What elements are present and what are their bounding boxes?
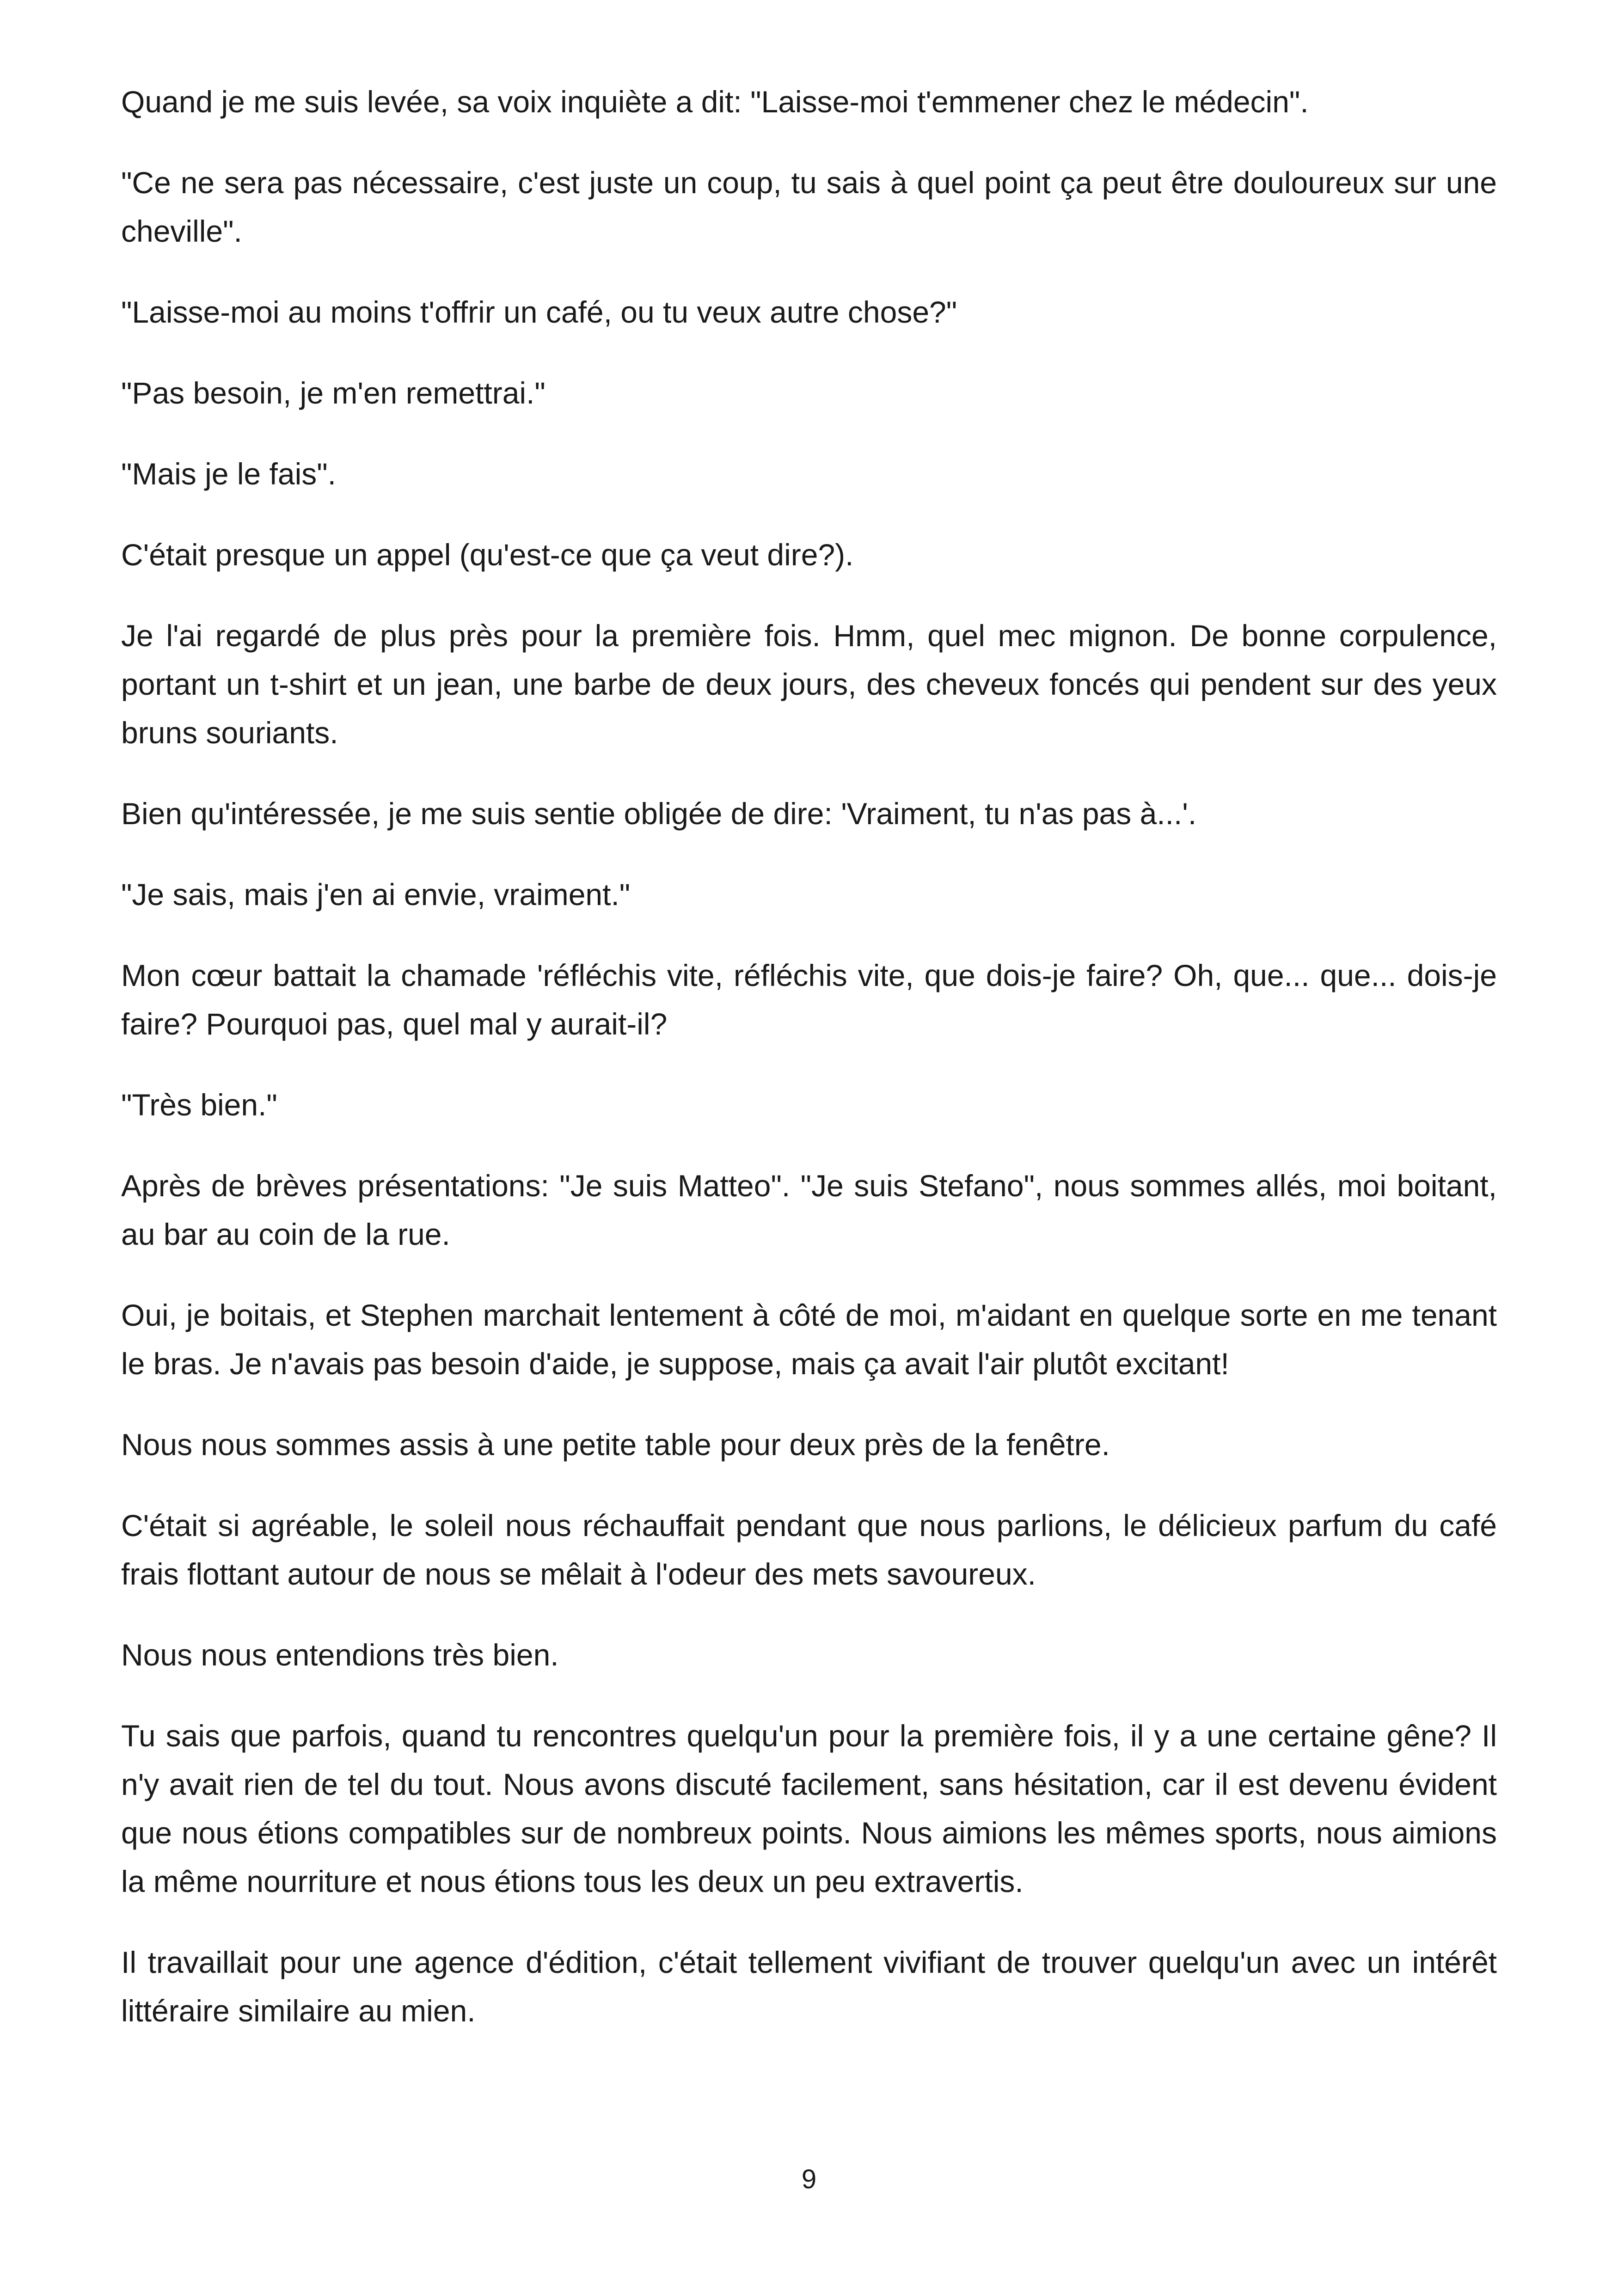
paragraph: C'était si agréable, le soleil nous réchauffait pendant que nous parlions, le délicieux parfum du café frais flottant autour de nous se mêlait à l'odeur des mets savoureux. [121, 1508, 1497, 1591]
paragraph: Bien qu'intéressée, je me suis sentie obligée de dire: 'Vraiment, tu n'as pas à...'. [121, 796, 1197, 831]
paragraph: Il travaillait pour une agence d'édition, c'était tellement vivifiant de trouver quelqu'un avec un intérêt littéraire similaire au mien. [121, 1945, 1497, 2028]
paragraph: C'était presque un appel (qu'est-ce que ça veut dire?). [121, 538, 854, 572]
paragraph: Nous nous sommes assis à une petite table pour deux près de la fenêtre. [121, 1427, 1110, 1462]
paragraph: Oui, je boitais, et Stephen marchait lentement à côté de moi, m'aidant en quelque sorte en me tenant le bras. Je n'avais pas besoin d'aide, je suppose, mais ça avait l'air plutôt excitant! [121, 1298, 1497, 1381]
paragraph: "Pas besoin, je m'en remettrai." [121, 376, 545, 410]
body-text [121, 78, 1497, 2068]
paragraph: Quand je me suis levée, sa voix inquiète a dit: "Laisse-moi t'emmener chez le médecin". [121, 85, 1309, 119]
page-number: 9 [801, 2164, 817, 2194]
paragraph: "Ce ne sera pas nécessaire, c'est juste un coup, tu sais à quel point ça peut être douloureux sur une cheville". [121, 165, 1497, 248]
paragraph: Tu sais que parfois, quand tu rencontres quelqu'un pour la première fois, il y a une certaine gêne? Il n'y avait rien de tel du tout. Nous avons discuté facilement, sans hésitation, car il est devenu évident que nous étions compatibles sur de nombreux points. Nous aimions les mêmes sports, nous aimions la même nourriture et nous étions tous les deux un peu extravertis. [121, 1719, 1497, 1898]
paragraph: "Je sais, mais j'en ai envie, vraiment." [121, 877, 631, 912]
paragraph: Je l'ai regardé de plus près pour la première fois. Hmm, quel mec mignon. De bonne corpulence, portant un t-shirt et un jean, une barbe de deux jours, des cheveux foncés qui pendent sur des yeux bruns souriants. [121, 618, 1497, 750]
paragraph: Mon cœur battait la chamade 'réfléchis vite, réfléchis vite, que dois-je faire? Oh, que... que... dois-je faire? Pourquoi pas, quel mal y aurait-il? [121, 958, 1497, 1041]
paragraph: "Mais je le fais". [121, 457, 336, 491]
paragraph: "Très bien." [121, 1088, 277, 1122]
paragraph: Nous nous entendions très bien. [121, 1638, 559, 1672]
paragraph: "Laisse-moi au moins t'offrir un café, ou tu veux autre chose?" [121, 295, 957, 329]
paragraph: Après de brèves présentations: "Je suis Matteo". "Je suis Stefano", nous sommes allés, moi boitant, au bar au coin de la rue. [121, 1169, 1497, 1251]
